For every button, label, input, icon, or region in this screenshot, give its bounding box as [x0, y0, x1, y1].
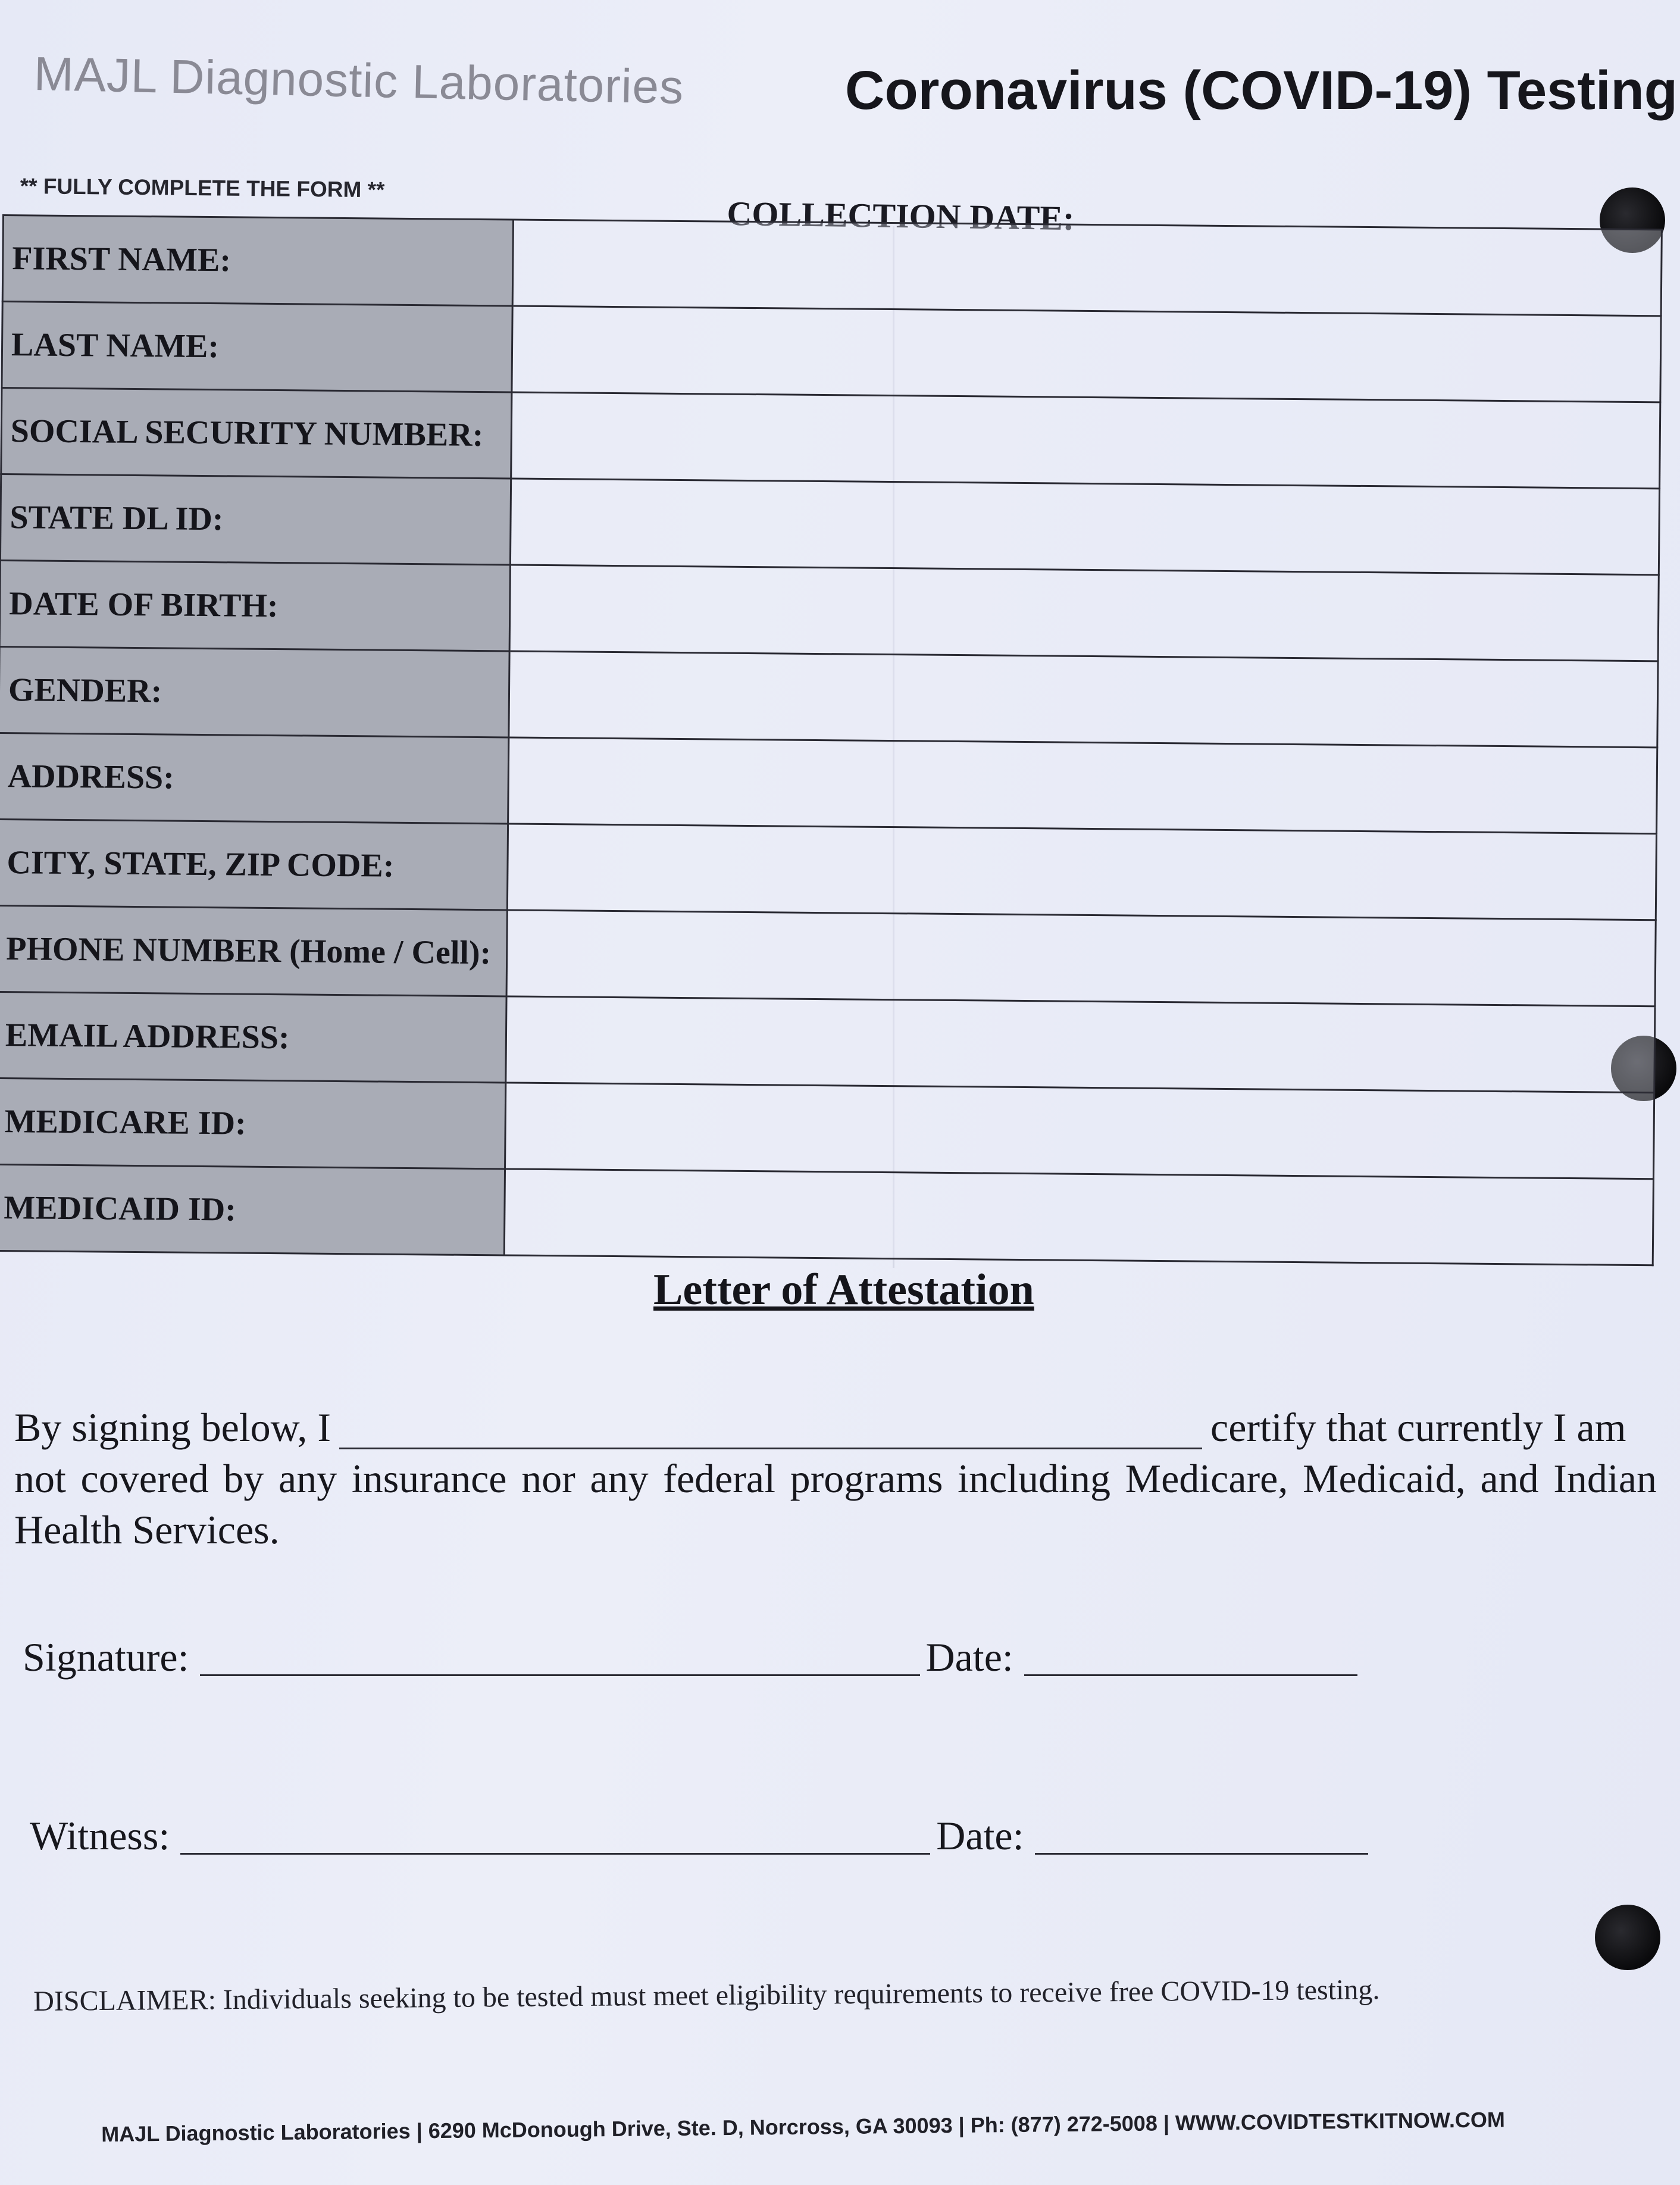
- witness-date-label: Date:: [936, 1813, 1024, 1858]
- form-row: [2, 215, 1662, 316]
- attestation-body: not covered by any insurance nor any federal programs including Medicare, Medicaid, and Indian Health Services.: [14, 1456, 1657, 1552]
- field-input[interactable]: [509, 651, 1658, 748]
- form-row: [0, 733, 1657, 833]
- form-row: [0, 905, 1656, 1006]
- signature-row: [23, 1634, 1357, 1681]
- field-input[interactable]: [512, 306, 1661, 402]
- form-row: [2, 302, 1661, 402]
- field-label: STATE DL ID:: [0, 474, 511, 564]
- attestation-statement: [14, 1402, 1657, 1555]
- signature-label: Signature:: [23, 1634, 189, 1680]
- lab-brand: MAJL Diagnostic Laboratories: [33, 46, 684, 114]
- field-input[interactable]: [511, 392, 1660, 489]
- field-label: LAST NAME:: [2, 302, 512, 392]
- field-input[interactable]: [506, 910, 1656, 1006]
- field-input[interactable]: [506, 996, 1655, 1093]
- attestation-certify: certify that currently I am: [1210, 1405, 1626, 1450]
- form-row: [0, 1164, 1653, 1265]
- field-label: FIRST NAME:: [2, 215, 513, 306]
- field-input[interactable]: [509, 565, 1659, 661]
- field-label: EMAIL ADDRESS:: [0, 992, 506, 1082]
- signature-date-label: Date:: [925, 1634, 1013, 1680]
- name-blank-field[interactable]: [339, 1412, 1202, 1449]
- field-input[interactable]: [505, 1083, 1654, 1179]
- witness-field[interactable]: [180, 1829, 930, 1855]
- form-row: [0, 992, 1655, 1092]
- witness-label: Witness:: [30, 1813, 170, 1858]
- field-label: DATE OF BIRTH:: [0, 560, 510, 651]
- form-row: [0, 560, 1659, 661]
- field-input[interactable]: [504, 1169, 1653, 1265]
- collection-date-label: COLLECTION DATE:: [727, 193, 1075, 238]
- disclaimer: DISCLAIMER: Individuals seeking to be tested must meet eligibility requirements to receive free COVID-19 testing.: [33, 1974, 1380, 2017]
- field-label: ADDRESS:: [0, 733, 509, 823]
- footer-contact: MAJL Diagnostic Laboratories | 6290 McDonough Drive, Ste. D, Norcross, GA 30093 | Ph: (877) 272-5008 | WWW.COVIDTESTKITNOW.COM: [101, 2107, 1506, 2146]
- signature-date-field[interactable]: [1024, 1651, 1357, 1676]
- form-row: [0, 1078, 1654, 1179]
- field-label: PHONE NUMBER (Home / Cell):: [0, 905, 507, 996]
- witness-date-field[interactable]: [1035, 1829, 1368, 1855]
- field-input[interactable]: [508, 737, 1657, 834]
- form-row: [0, 646, 1658, 747]
- field-input[interactable]: [512, 220, 1662, 316]
- form-row: [0, 474, 1659, 574]
- form-instruction: ** FULLY COMPLETE THE FORM **: [20, 174, 385, 202]
- patient-info-table: [0, 214, 1663, 1266]
- field-label: MEDICAID ID:: [0, 1164, 505, 1255]
- page-title: Coronavirus (COVID-19) Testing: [845, 60, 1678, 121]
- field-label: SOCIAL SECURITY NUMBER:: [1, 388, 512, 479]
- field-input[interactable]: [507, 824, 1656, 920]
- form-row: [0, 819, 1657, 920]
- field-label: CITY, STATE, ZIP CODE:: [0, 819, 508, 909]
- witness-row: [30, 1812, 1368, 1859]
- field-input[interactable]: [510, 479, 1659, 575]
- attestation-title: Letter of Attestation: [653, 1265, 1034, 1314]
- punch-hole-bottom: [1595, 1905, 1660, 1970]
- field-label: MEDICARE ID:: [0, 1078, 506, 1168]
- form-row: [1, 388, 1660, 489]
- attestation-lead: By signing below, I: [14, 1405, 331, 1450]
- signature-field[interactable]: [200, 1651, 920, 1676]
- field-label: GENDER:: [0, 646, 509, 737]
